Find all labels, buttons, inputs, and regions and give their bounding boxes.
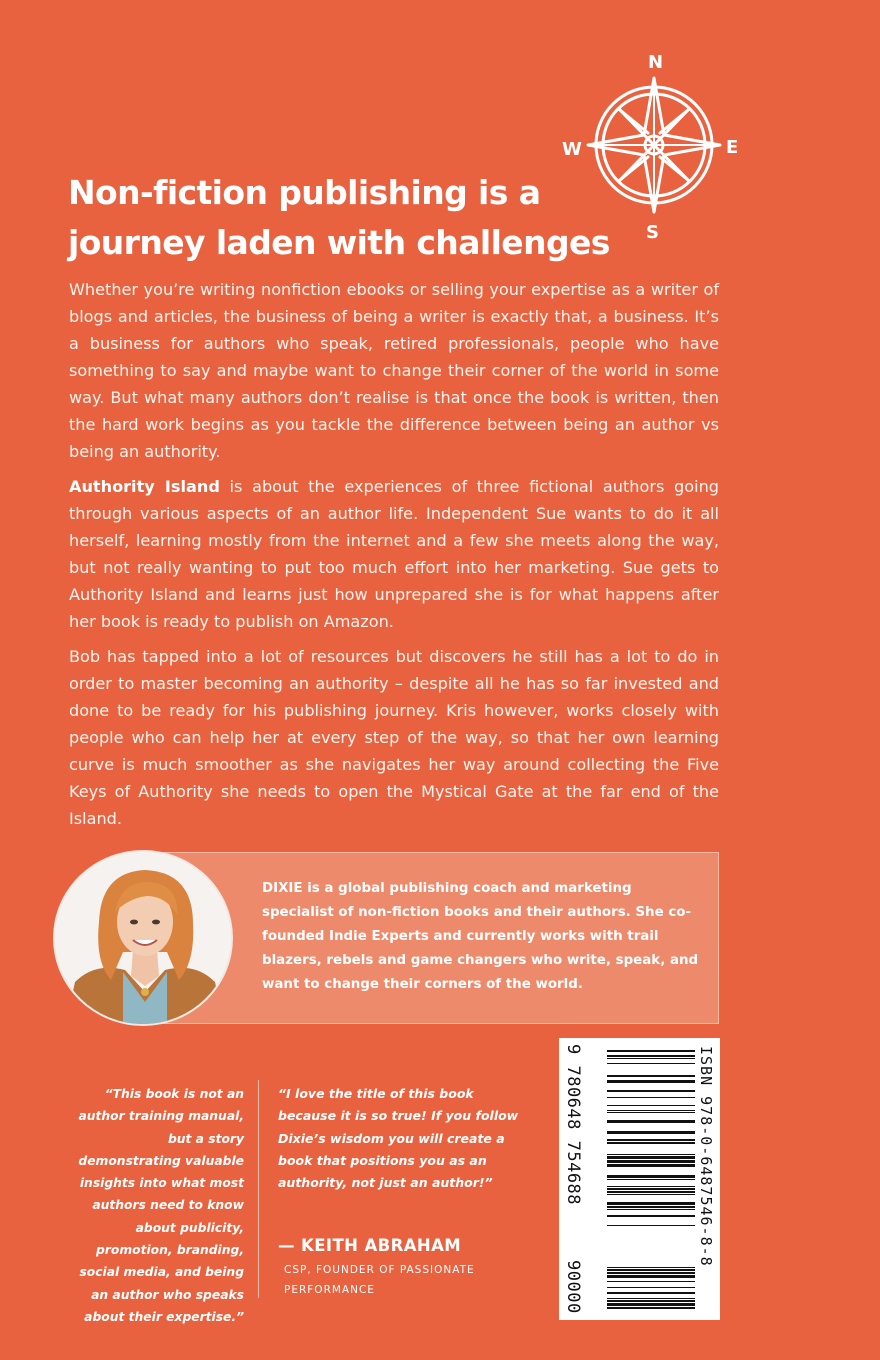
body-paragraph-1: Whether you’re writing nonfiction ebooks or selling your expertise as a writer of blogs and articles, the business of being a writer is exactly that, a business. It’s a business for authors who speak, retired professionals, people who have something to say and maybe want to change their corner of the world in some way. But what many authors don’t realise is that once the book is written, then the hard work begins as you tackle the difference between being an author vs being an authority. [69,280,719,461]
author-bio-text: DIXIE is a global publishing coach and marketing specialist of non-fiction books and their authors. She co-founded Indie Experts and currently works with trail blazers, rebels and game changers who write, speak, and want to change their corners of the world. [262,881,699,992]
testimonial-right: “I love the title of this book because it is so true! If you follow Dixie’s wisdom you will create a book that positions you as an authority, not just an author!” [278,1086,519,1191]
headline: Non-fiction publishing is a journey laden with challenges [68,173,610,262]
compass-west-label: W [562,139,582,160]
isbn-addon-digits: 90000 [563,1260,583,1314]
author-bio-box [148,852,719,1024]
compass-east-label: E [726,137,739,158]
barcode-bars [559,1038,720,1320]
body-paragraph-2 [69,473,719,635]
isbn-label: ISBN 978-0-6487546-8-8 [697,1046,715,1267]
compass-north-label: N [648,52,664,73]
isbn-barcode [559,1038,720,1320]
testimonial-attribution-name: — KEITH ABRAHAM [278,1236,462,1255]
quote-divider [258,1080,259,1298]
body-paragraph-3: Bob has tapped into a lot of resources but discovers he still has a lot to do in order to master becoming an authority – despite all he has so far invested and done to be ready for his publishing journey. Kris however, works closely with people who can help her at every step of the way, so that her own learning curve is much smoother as she navigates her way around collecting the Five Keys of Authority she needs to open the Mystical Gate at the far end of the Island. [69,647,719,828]
body-paragraph-2-text: is about the experiences of three fictional authors going through various aspects of an author life. Independent Sue wants to do it all herself, learning mostly from the internet and a few she meets along the way, but not really wanting to put too much effort into her marketing. Sue gets to Authority Island and learns just how unprepared she is for what happens after her book is ready to publish on Amazon. [69,477,719,631]
testimonial-attribution-title: CSP, FOUNDER OF PASSIONATE PERFORMANCE [284,1264,475,1296]
body-text [69,276,719,840]
author-photo [53,850,233,1026]
compass-south-label: S [646,222,659,243]
isbn-digits: 9 780648 754688 [563,1044,583,1206]
testimonial-left: “This book is not an author training manual, but a story demonstrating valuable insights into what most authors need to know about publicity, promotion, branding, social media, and being an author who speaks about their expertise.” [78,1087,244,1324]
author-portrait-icon [55,852,233,1026]
book-title-bold: Authority Island [69,477,220,496]
